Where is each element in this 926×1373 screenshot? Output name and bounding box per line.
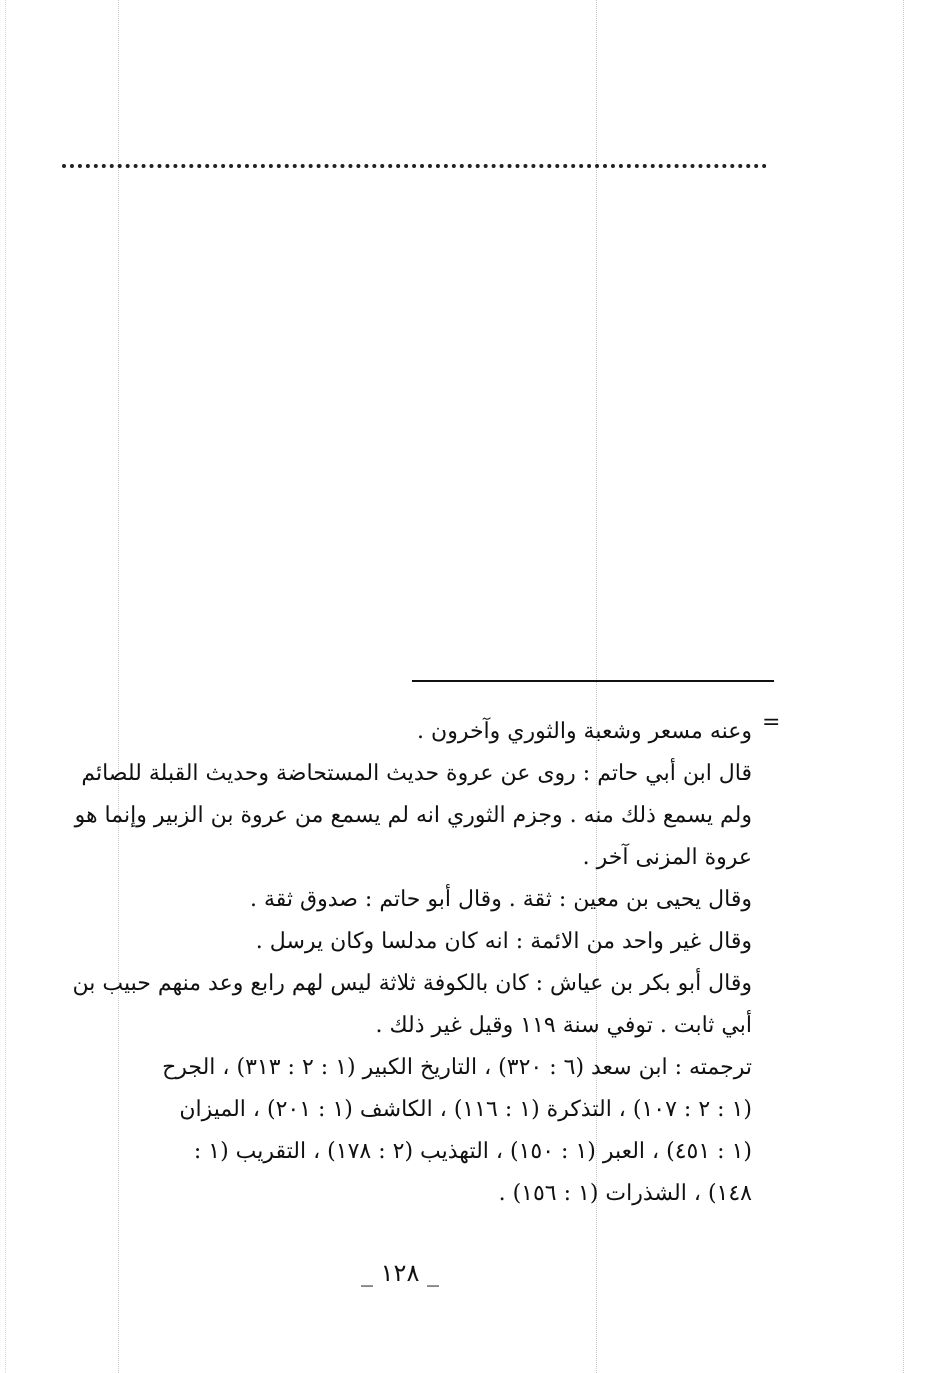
footnote-line: قال ابن أبي حاتم : روى عن عروة حديث المستحاضة وحديث القبلة للصائم — [81, 761, 752, 786]
footnote-line: ولم يسمع ذلك منه . وجزم الثوري انه لم يسمع من عروة بن الزبير وإنما هو — [74, 803, 752, 828]
footnote-line: أبي ثابت . توفي سنة ١١٩ وقيل غير ذلك . — [375, 1013, 752, 1038]
page-number: _ ١٢٨ _ — [361, 1259, 439, 1287]
footnote-line: وقال غير واحد من الائمة : انه كان مدلسا وكان يرسل . — [255, 929, 752, 954]
footnote-text — [72, 711, 752, 1215]
footnote-line: (١ : ٢ : ١٠٧) ، التذكرة (١ : ١١٦) ، الكاشف (١ : ٢٠١) ، الميزان — [179, 1097, 752, 1122]
dotted-separator — [62, 164, 767, 168]
scan-guide-line — [5, 0, 6, 1373]
footnote-line: ١٤٨) ، الشذرات (١ : ١٥٦) . — [498, 1181, 752, 1206]
footnote-line: ترجمته : ابن سعد (٦ : ٣٢٠) ، التاريخ الكبير (١ : ٢ : ٣١٣) ، الجرح — [162, 1055, 752, 1080]
footnote-rule — [412, 680, 774, 682]
footnote-line: (١ : ٤٥١) ، العبر (١ : ١٥٠) ، التهذيب (٢ : ١٧٨) ، التقريب (١ : — [193, 1139, 752, 1164]
scan-guide-line — [903, 0, 904, 1373]
footnote-line: وقال يحيى بن معين : ثقة . وقال أبو حاتم : صدوق ثقة . — [249, 887, 752, 912]
footnote-line: عروة المزنى آخر . — [582, 845, 752, 870]
footnote-line: وقال أبو بكر بن عياش : كان بالكوفة ثلاثة ليس لهم رابع وعد منهم حبيب بن — [72, 971, 752, 996]
continuation-mark: = — [762, 710, 781, 735]
footnote-line: وعنه مسعر وشعبة والثوري وآخرون . — [417, 719, 752, 744]
